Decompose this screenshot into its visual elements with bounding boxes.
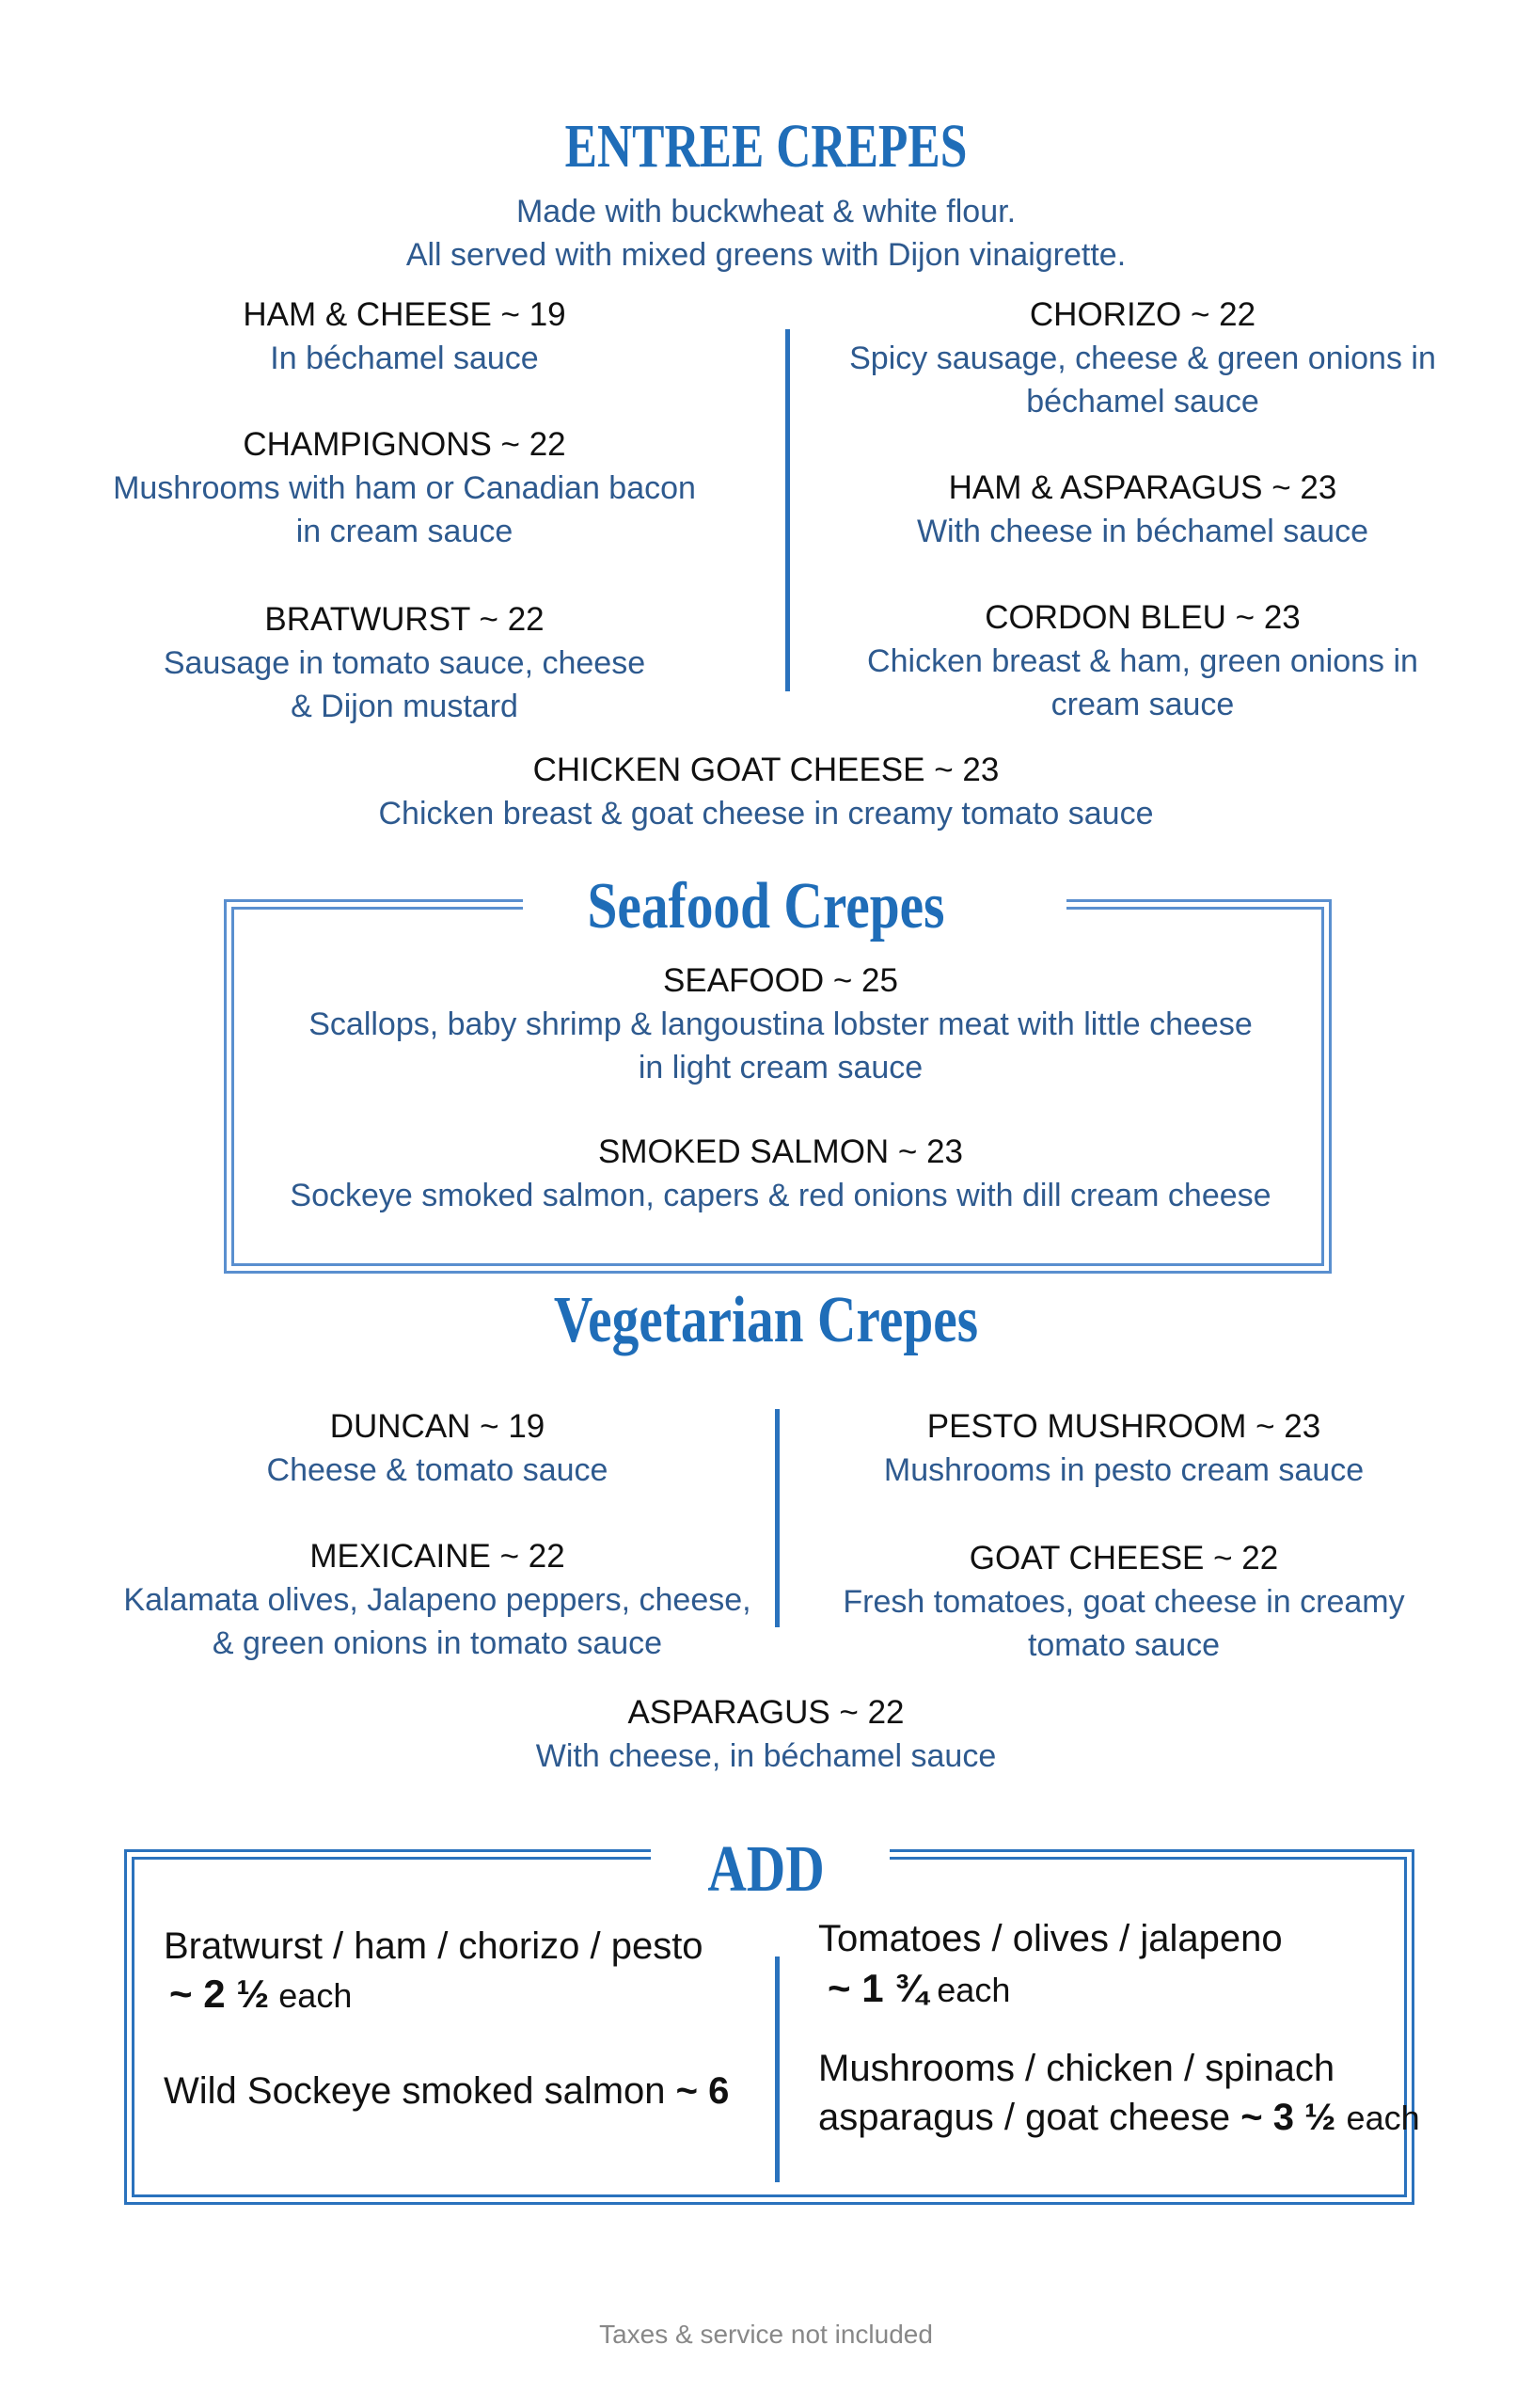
entree-divider bbox=[785, 329, 790, 691]
item-name: CHAMPIGNONS ~ 22 bbox=[243, 426, 566, 463]
item-desc: & Dijon mustard bbox=[291, 689, 518, 724]
item-desc: in light cream sauce bbox=[638, 1050, 924, 1085]
menu-item-pesto-mushroom bbox=[809, 1405, 1439, 1492]
price: ~ 1 ¾ bbox=[828, 1966, 928, 2010]
entree-title: ENTREE CREPES bbox=[564, 112, 968, 181]
price: ~ 2 ½ bbox=[169, 1972, 270, 2016]
menu-item-ham-asparagus bbox=[818, 467, 1467, 553]
item-desc: With cheese in béchamel sauce bbox=[916, 514, 1369, 549]
item-desc: Fresh tomatoes, goat cheese in creamy bbox=[843, 1584, 1405, 1620]
item-desc: Chicken breast & goat cheese in creamy tomato sauce bbox=[378, 796, 1154, 832]
menu-item-goat-cheese bbox=[809, 1537, 1439, 1667]
item-desc: Mushrooms in pesto cream sauce bbox=[883, 1452, 1365, 1488]
item-name: CORDON BLEU ~ 23 bbox=[985, 599, 1301, 636]
item-desc: Chicken breast & ham, green onions in bbox=[867, 643, 1418, 679]
item-name: SMOKED SALMON ~ 23 bbox=[597, 1133, 964, 1170]
item-desc: Sausage in tomato sauce, cheese bbox=[163, 645, 646, 681]
unit: each bbox=[937, 1971, 1011, 2009]
add-right-1-price bbox=[828, 1966, 1010, 2013]
item-desc: Spicy sausage, cheese & green onions in bbox=[849, 341, 1436, 376]
item-desc: Mushrooms with ham or Canadian bacon bbox=[113, 470, 696, 506]
add-right-2-text-2: asparagus / goat cheese bbox=[818, 2097, 1231, 2138]
add-right-2-text-1: Mushrooms / chicken / spinach bbox=[818, 2048, 1335, 2089]
item-name: HAM & CHEESE ~ 19 bbox=[243, 296, 566, 333]
add-left-1-price bbox=[169, 1972, 352, 2019]
item-name: SEAFOOD ~ 25 bbox=[663, 962, 898, 999]
menu-item-asparagus bbox=[0, 1691, 1532, 1778]
add-left-2-text: Wild Sockeye smoked salmon bbox=[164, 2070, 666, 2112]
entree-subtitle-1: Made with buckwheat & white flour. bbox=[515, 194, 1017, 230]
menu-item-chicken-goat-cheese bbox=[0, 749, 1532, 835]
item-name: HAM & ASPARAGUS ~ 23 bbox=[948, 469, 1337, 506]
menu-item-bratwurst bbox=[75, 598, 734, 728]
add-frame-inner bbox=[132, 1857, 1407, 2197]
item-name: CHICKEN GOAT CHEESE ~ 23 bbox=[532, 752, 1000, 788]
unit: each bbox=[278, 1976, 353, 2015]
add-left-1-text: Bratwurst / ham / chorizo / pesto bbox=[164, 1925, 703, 1967]
menu-item-mexicaine bbox=[94, 1535, 781, 1665]
menu-item-smoked-salmon bbox=[235, 1131, 1326, 1217]
vegetarian-divider bbox=[775, 1409, 780, 1627]
footer-note: Taxes & service not included bbox=[599, 2320, 933, 2349]
price: ~ 3 ½ bbox=[1240, 2097, 1336, 2138]
item-name: MEXICAINE ~ 22 bbox=[309, 1538, 565, 1575]
add-title: ADD bbox=[707, 1833, 825, 1906]
seafood-title: Seafood Crepes bbox=[587, 870, 945, 943]
menu-item-ham-cheese bbox=[75, 293, 734, 380]
menu-item-chorizo bbox=[818, 293, 1467, 423]
item-desc: Sockeye smoked salmon, capers & red onions with dill cream cheese bbox=[290, 1178, 1271, 1213]
item-desc: béchamel sauce bbox=[1026, 384, 1259, 420]
item-desc: tomato sauce bbox=[1027, 1627, 1221, 1663]
item-name: ASPARAGUS ~ 22 bbox=[627, 1694, 905, 1731]
unit: each bbox=[1346, 2099, 1420, 2137]
item-desc: Scallops, baby shrimp & langoustina lobster meat with little cheese bbox=[308, 1006, 1253, 1042]
item-name: BRATWURST ~ 22 bbox=[264, 601, 545, 638]
entree-subtitle-2: All served with mixed greens with Dijon vinaigrette. bbox=[405, 237, 1127, 273]
item-name: CHORIZO ~ 22 bbox=[1029, 296, 1256, 333]
add-right-2 bbox=[818, 2092, 1420, 2144]
item-name: PESTO MUSHROOM ~ 23 bbox=[926, 1408, 1321, 1445]
item-desc: Kalamata olives, Jalapeno peppers, cheese, bbox=[123, 1582, 751, 1618]
price: ~ 6 bbox=[675, 2070, 730, 2112]
menu-item-duncan bbox=[94, 1405, 781, 1492]
add-right-1-text: Tomatoes / olives / jalapeno bbox=[818, 1918, 1283, 1959]
item-desc: & green onions in tomato sauce bbox=[212, 1625, 663, 1661]
item-desc: With cheese, in béchamel sauce bbox=[535, 1738, 997, 1774]
add-divider bbox=[775, 1956, 780, 2182]
menu-item-champignons bbox=[75, 423, 734, 553]
add-left-2 bbox=[164, 2066, 729, 2116]
item-desc: Cheese & tomato sauce bbox=[266, 1452, 608, 1488]
item-desc: cream sauce bbox=[1050, 687, 1235, 722]
vegetarian-title: Vegetarian Crepes bbox=[553, 1284, 979, 1356]
item-desc: In béchamel sauce bbox=[270, 341, 539, 376]
item-desc: in cream sauce bbox=[295, 514, 513, 549]
item-name: DUNCAN ~ 19 bbox=[329, 1408, 545, 1445]
menu-item-cordon-bleu bbox=[818, 596, 1467, 726]
menu-item-seafood bbox=[235, 959, 1326, 1089]
item-name: GOAT CHEESE ~ 22 bbox=[969, 1540, 1279, 1576]
